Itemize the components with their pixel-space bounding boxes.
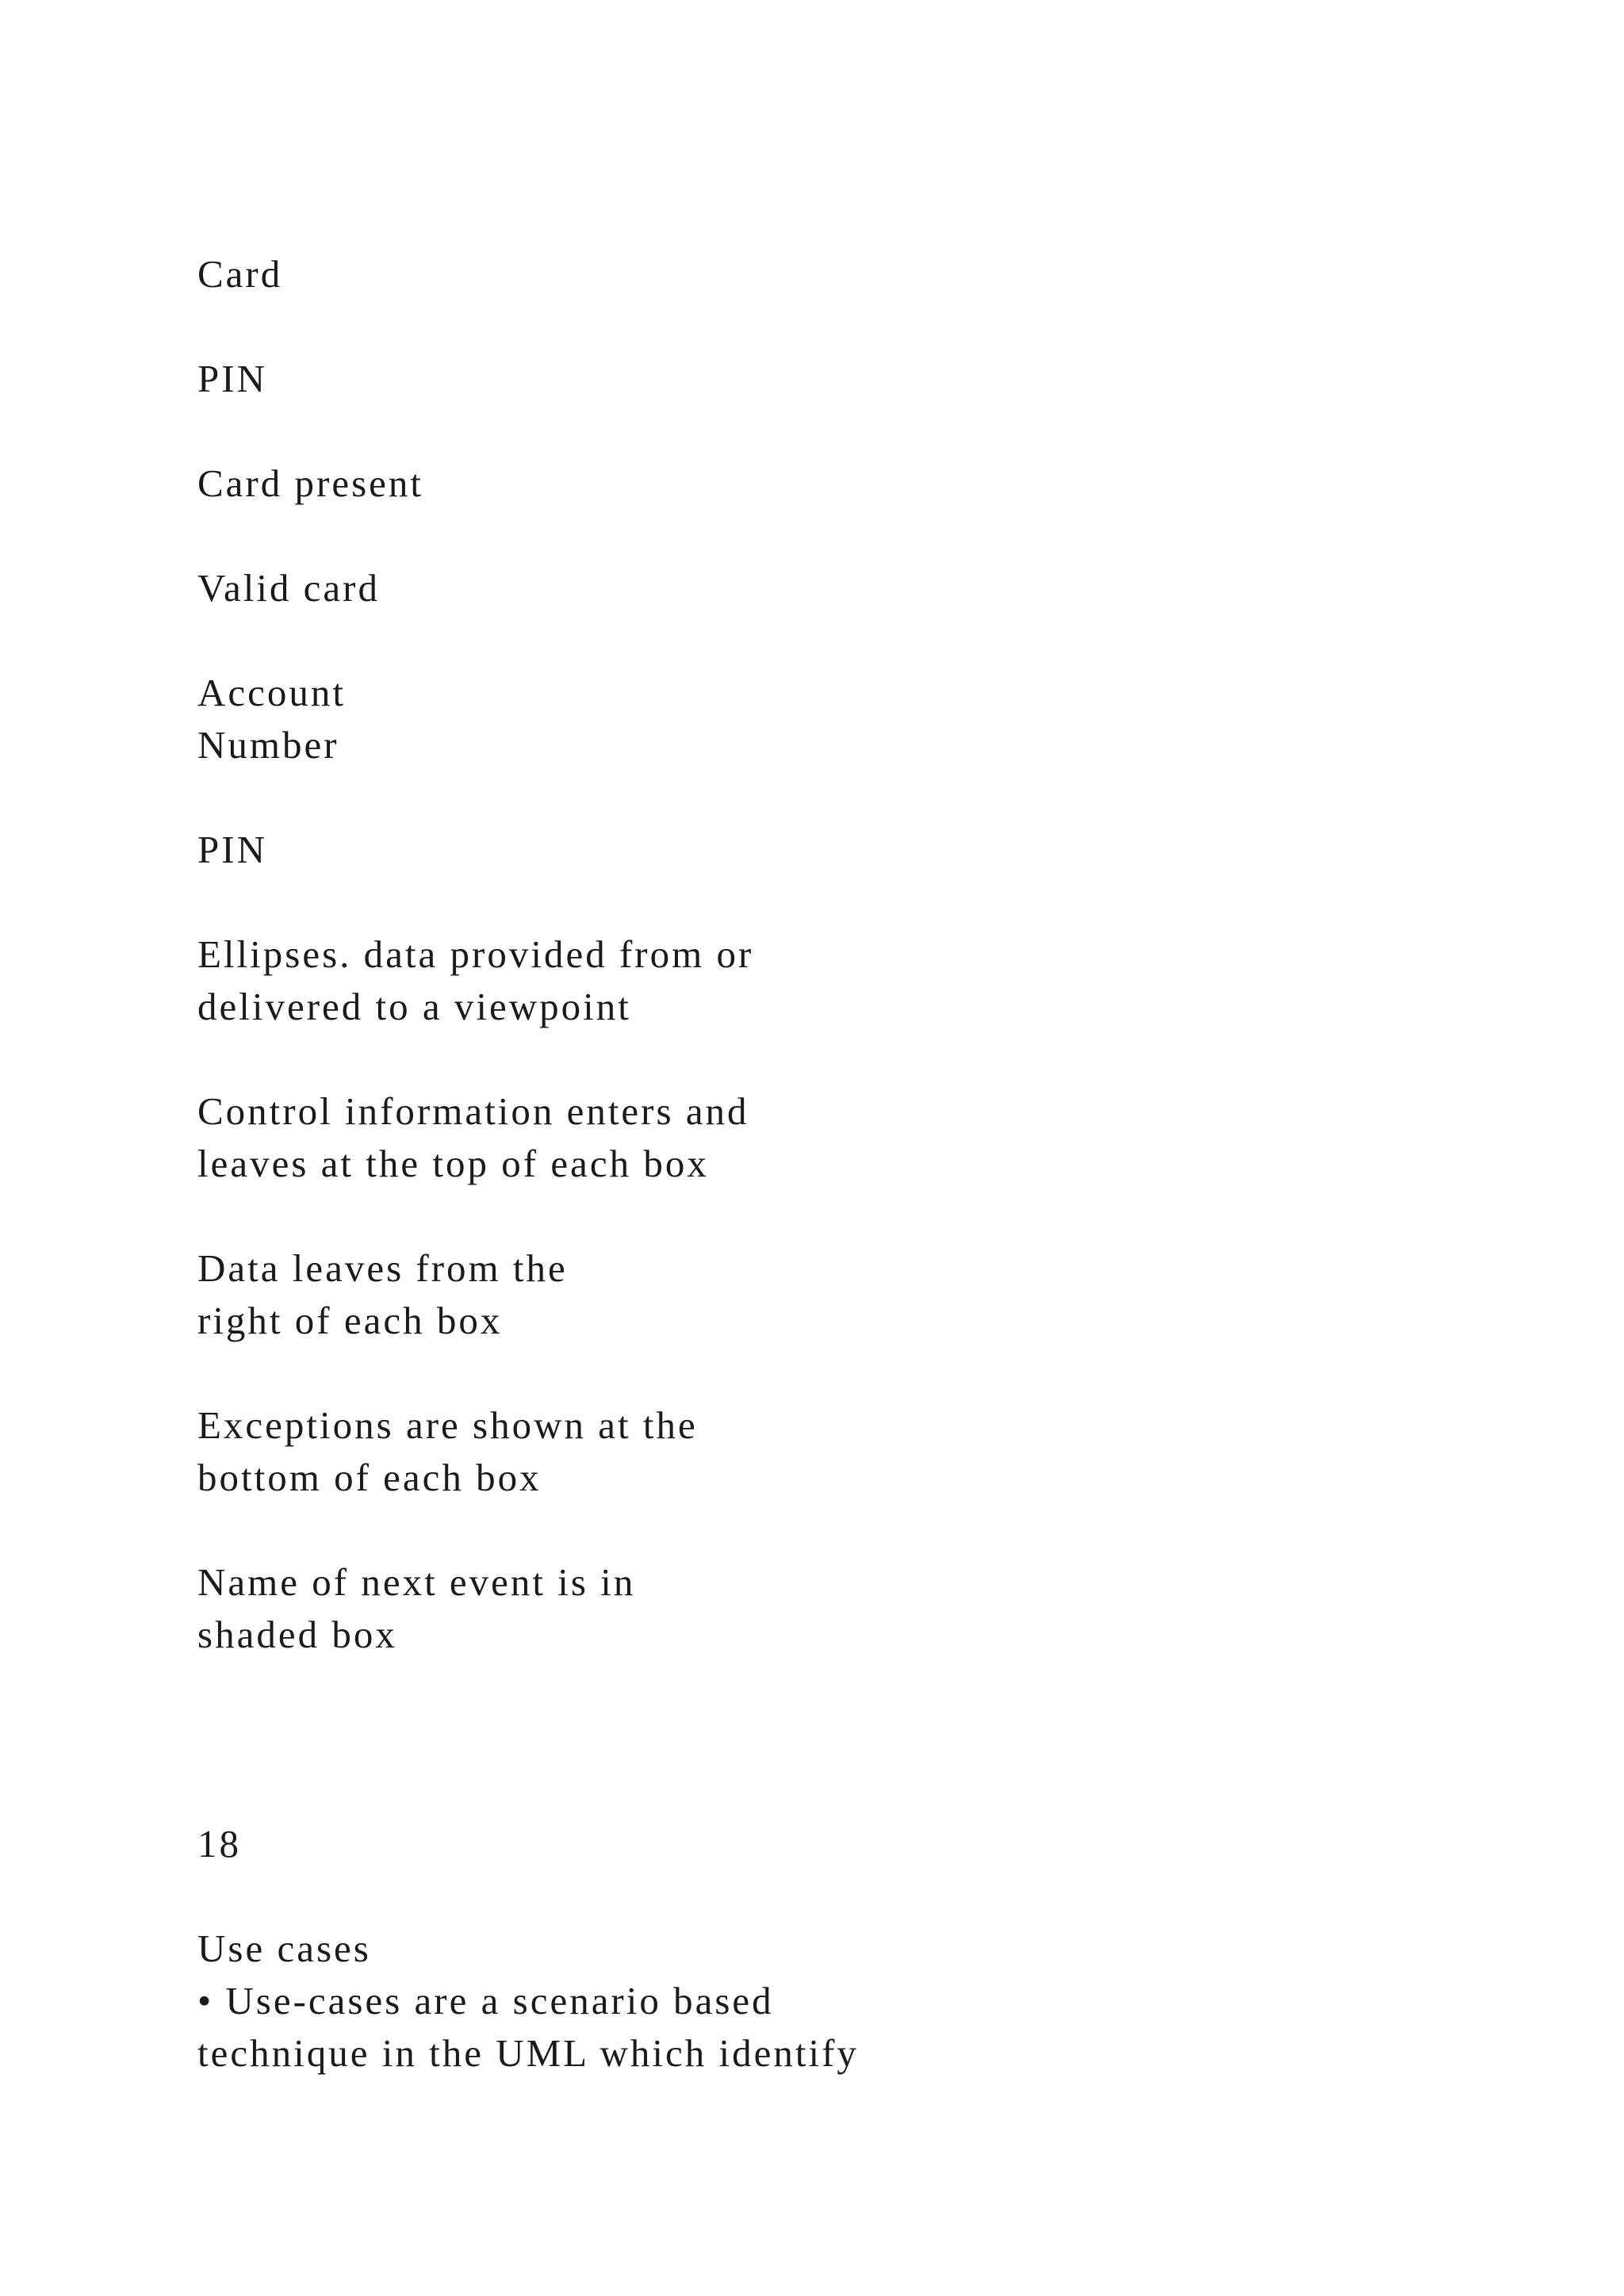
text-line: right of each box <box>197 1299 503 1342</box>
text-line: Card present <box>197 461 423 505</box>
text-line: leaves at the top of each box <box>197 1142 709 1185</box>
text-line: Data leaves from the <box>197 1246 568 1290</box>
text-line: Number <box>197 723 339 767</box>
text-line: Exceptions are shown at the <box>197 1403 698 1447</box>
text-line: Control information enters and <box>197 1089 749 1133</box>
text-line: PIN <box>197 357 267 400</box>
page-number: 18 <box>197 1822 241 1866</box>
text-line: Name of next event is in <box>197 1560 636 1604</box>
text-line: shaded box <box>197 1613 397 1656</box>
text-line: Card <box>197 252 283 296</box>
section-heading: Use cases <box>197 1927 371 1970</box>
text-line: bottom of each box <box>197 1456 542 1499</box>
text-line: PIN <box>197 828 267 871</box>
text-line: Valid card <box>197 566 380 610</box>
text-line: delivered to a viewpoint <box>197 985 631 1028</box>
text-line: technique in the UML which identify <box>197 2031 859 2075</box>
bullet-item: • Use-cases are a scenario based <box>197 1979 774 2022</box>
text-line: Ellipses. data provided from or <box>197 932 754 976</box>
text-line: Account <box>197 671 346 714</box>
